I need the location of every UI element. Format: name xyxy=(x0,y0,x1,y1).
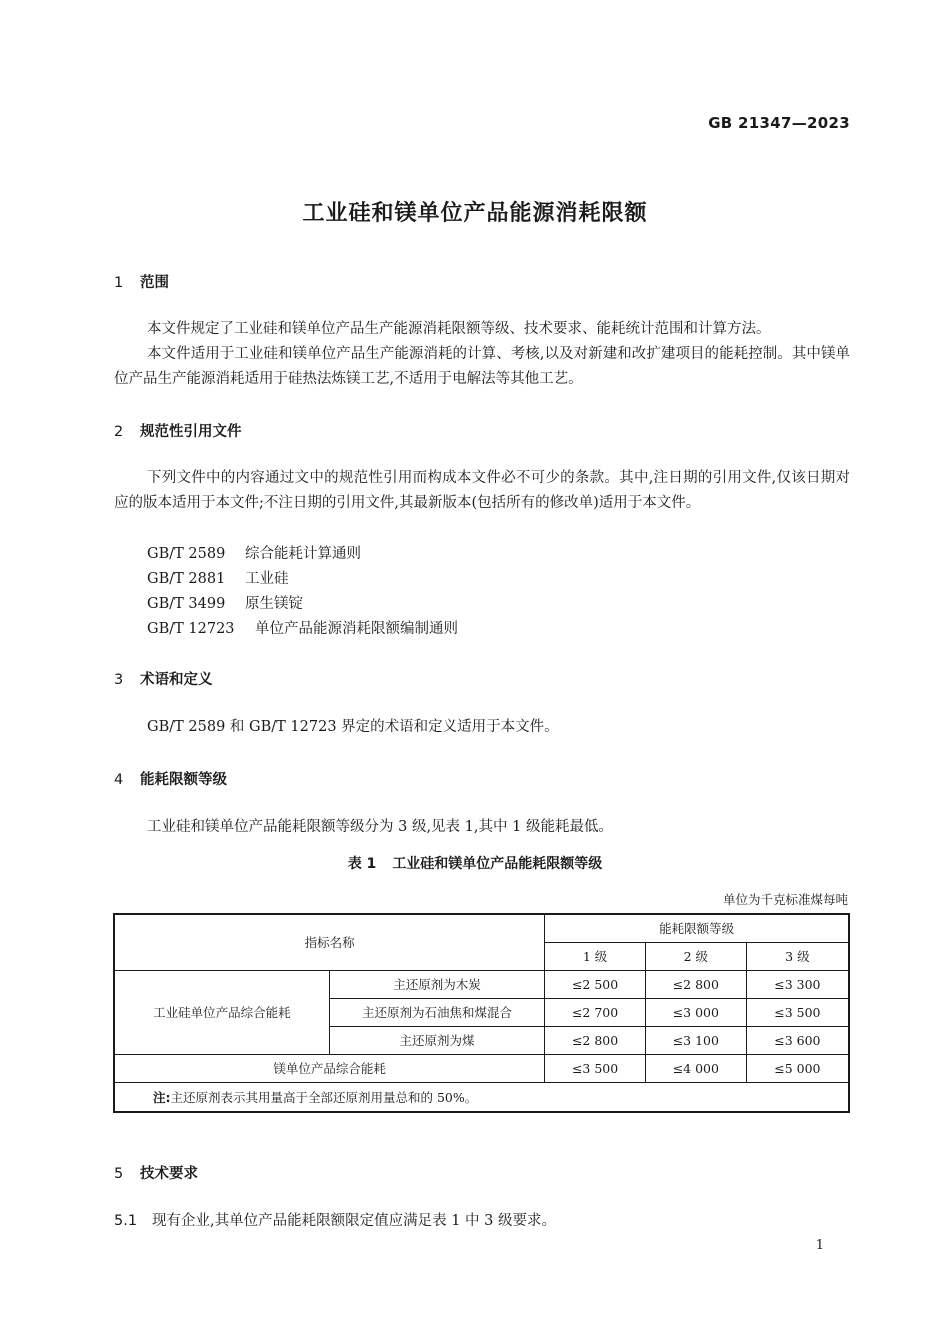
reference-item xyxy=(147,592,303,613)
section-4-number: 4 xyxy=(114,772,124,788)
row-magnesium-name: 镁单位产品综合能耗 xyxy=(114,1054,545,1082)
section-3-para: GB/T 2589 和 GB/T 12723 界定的术语和定义适用于本文件。 xyxy=(147,719,559,735)
clause-text: 现有企业,其单位产品能耗限额限定值应满足表 1 中 3 级要求。 xyxy=(152,1213,556,1229)
header-indicator: 指标名称 xyxy=(114,914,545,970)
table-cell: ≤4 000 xyxy=(645,1054,746,1082)
table-note xyxy=(114,1082,849,1112)
section-1-heading xyxy=(114,271,169,292)
section-2-title: 规范性引用文件 xyxy=(140,424,242,440)
table-row xyxy=(114,1054,849,1082)
row-sub-name: 主还原剂为石油焦和煤混合 xyxy=(329,998,544,1026)
table-cell: ≤3 000 xyxy=(645,998,746,1026)
table-cell: ≤3 500 xyxy=(545,1054,646,1082)
table-cell: ≤2 500 xyxy=(545,970,646,998)
table-cell: ≤2 700 xyxy=(545,998,646,1026)
section-5-title: 技术要求 xyxy=(140,1166,198,1182)
reference-item xyxy=(147,567,289,588)
reference-name: 原生镁锭 xyxy=(245,596,303,612)
table-row xyxy=(114,970,849,998)
reference-code: GB/T 3499 xyxy=(147,596,226,612)
section-1-para-1: 本文件规定了工业硅和镁单位产品生产能源消耗限额等级、技术要求、能耗统计范围和计算方法。 xyxy=(147,321,771,337)
table-cell: ≤3 600 xyxy=(746,1026,849,1054)
reference-item xyxy=(147,542,361,563)
section-3-heading xyxy=(114,668,213,689)
reference-name: 工业硅 xyxy=(245,571,289,587)
reference-name: 单位产品能源消耗限额编制通则 xyxy=(255,621,458,637)
table-unit: 单位为千克标准煤每吨 xyxy=(722,892,848,907)
table-cell: ≤3 300 xyxy=(746,970,849,998)
table-cell: ≤3 100 xyxy=(645,1026,746,1054)
section-3-number: 3 xyxy=(114,672,124,688)
reference-code: GB/T 12723 xyxy=(147,621,235,637)
document-title: 工业硅和镁单位产品能源消耗限额 xyxy=(302,201,648,226)
note-label: 注: xyxy=(153,1089,171,1105)
table-note-row xyxy=(114,1082,849,1112)
section-5-heading xyxy=(114,1162,198,1183)
page-number: 1 xyxy=(815,1238,824,1253)
section-5-number: 5 xyxy=(114,1166,124,1182)
header-levels: 能耗限额等级 xyxy=(545,914,849,942)
group-silicon-name: 工业硅单位产品综合能耗 xyxy=(114,970,329,1054)
reference-code: GB/T 2881 xyxy=(147,571,226,587)
reference-item xyxy=(147,617,458,638)
row-sub-name: 主还原剂为木炭 xyxy=(329,970,544,998)
standard-number: GB 21347—2023 xyxy=(708,114,850,132)
energy-limit-table xyxy=(113,913,850,1113)
section-2-number: 2 xyxy=(114,424,124,440)
section-4-para: 工业硅和镁单位产品能耗限额等级分为 3 级,见表 1,其中 1 级能耗最低。 xyxy=(147,819,613,835)
section-1-para-2: 本文件适用于工业硅和镁单位产品生产能源消耗的计算、考核,以及对新建和改扩建项目的能耗控制。其中镁单位产品生产能源消耗适用于硅热法炼镁工艺,不适用于电解法等其他工艺。 xyxy=(114,346,850,387)
section-2-para: 下列文件中的内容通过文中的规范性引用而构成本文件必不可少的条款。其中,注日期的引用文件,仅该日期对应的版本适用于本文件;不注日期的引用文件,其最新版本(包括所有的修改单)适用于本文件。 xyxy=(114,470,850,511)
header-level-2: 2 级 xyxy=(645,942,746,970)
section-2-heading xyxy=(114,420,242,441)
clause-5-1 xyxy=(114,1209,850,1234)
reference-name: 综合能耗计算通则 xyxy=(245,546,361,562)
table-caption xyxy=(0,853,950,873)
header-level-3: 3 级 xyxy=(746,942,849,970)
table-title: 工业硅和镁单位产品能耗限额等级 xyxy=(392,856,603,872)
table-number: 表 1 xyxy=(347,856,377,872)
row-sub-name: 主还原剂为煤 xyxy=(329,1026,544,1054)
table-cell: ≤5 000 xyxy=(746,1054,849,1082)
section-4-heading xyxy=(114,768,227,789)
table-cell: ≤2 800 xyxy=(545,1026,646,1054)
note-text: 主还原剂表示其用量高于全部还原剂用量总和的 50%。 xyxy=(170,1089,478,1105)
header-level-1: 1 级 xyxy=(545,942,646,970)
table-cell: ≤2 800 xyxy=(645,970,746,998)
reference-code: GB/T 2589 xyxy=(147,546,226,562)
table-cell: ≤3 500 xyxy=(746,998,849,1026)
section-3-title: 术语和定义 xyxy=(140,672,213,688)
section-1-number: 1 xyxy=(114,275,124,291)
section-1-title: 范围 xyxy=(140,275,169,291)
section-4-title: 能耗限额等级 xyxy=(140,772,227,788)
clause-number: 5.1 xyxy=(114,1213,138,1229)
